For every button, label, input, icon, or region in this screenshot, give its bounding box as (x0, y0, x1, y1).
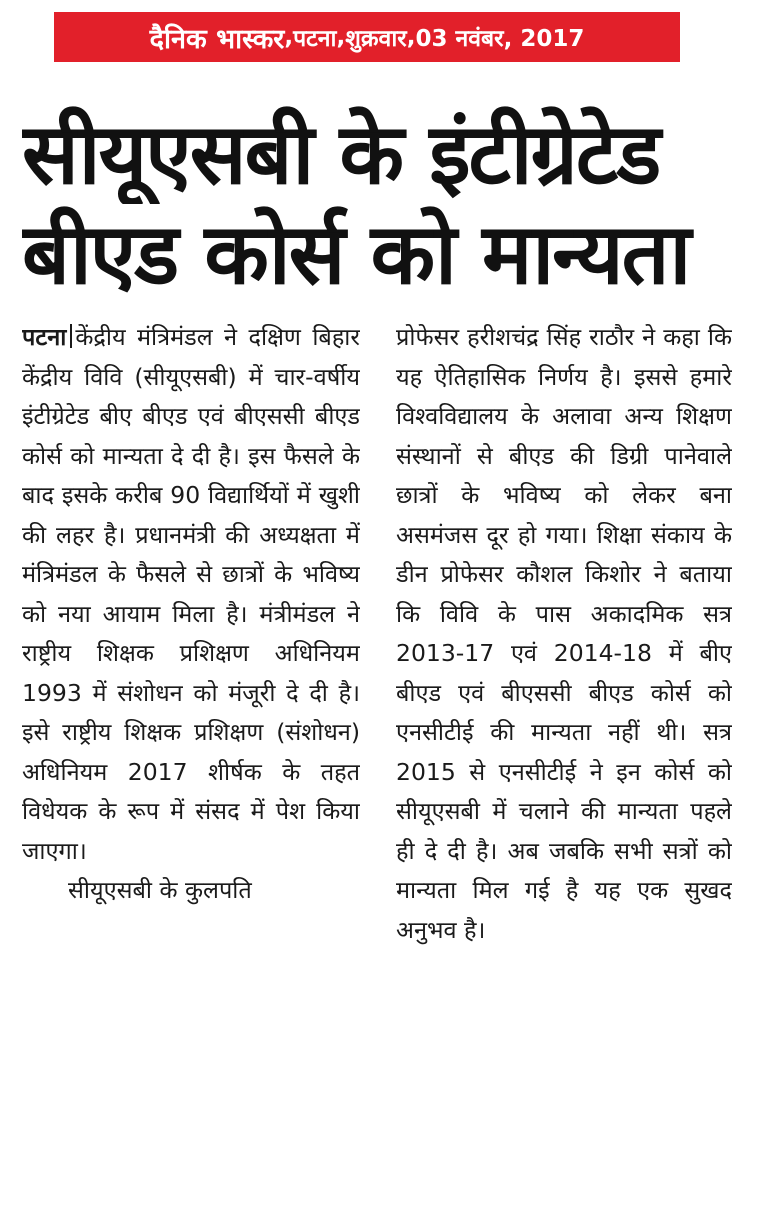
masthead-separator: , (406, 24, 416, 50)
article-paragraph (22, 871, 360, 911)
masthead-separator: , (284, 24, 294, 50)
article-column-left (22, 318, 360, 1208)
article-paragraph (22, 318, 360, 871)
publication-day: शुक्रवार (345, 26, 407, 52)
paragraph-2-continued: प्रोफेसर हरीशचंद्र सिंह राठौर ने कहा कि यह ऐतिहासिक निर्णय है। इससे हमारे विश्वविद्यालय के अलावा अन्य शिक्षण संस्थानों से बीएड की डिग्री पानेवाले छात्रों के भविष्य को लेकर बना असमंजस दूर हो गया। शिक्षा संकाय के डीन प्रोफेसर कौशल किशोर ने बताया कि विवि के पास अकादमिक सत्र 2013-17 एवं 2014-18 में बीए बीएड एवं बीएससी बीएड कोर्स को एनसीटीई की मान्यता नहीं थी। सत्र 2015 से एनसीटीई ने इन कोर्स को सीयूएसबी में चलाने की मान्यता पहले ही दे दी है। अब जबकि सभी सत्रों को मान्यता मिल गई है यह एक सुखद अनुभव है। (396, 323, 732, 944)
edition-city: पटना (293, 26, 337, 52)
newspaper-masthead (54, 12, 680, 62)
article-paragraph (396, 318, 732, 950)
paragraph-2-start: सीयूएसबी के कुलपति (68, 876, 252, 904)
article-headline (22, 104, 748, 304)
dateline-divider (70, 324, 72, 348)
newspaper-name: दैनिक भास्कर (149, 23, 285, 55)
masthead-separator: , (336, 24, 346, 50)
dateline: पटना (22, 323, 67, 351)
headline-line-1: सीयूएसबी के इंटीग्रेटेड (22, 105, 660, 203)
headline-line-2: बीएड कोर्स को मान्यता (22, 205, 690, 303)
publication-date: 03 नवंबर, 2017 (415, 26, 585, 52)
paragraph-1-text: केंद्रीय मंत्रिमंडल ने दक्षिण बिहार केंद्रीय विवि (सीयूएसबी) में चार-वर्षीय इंटीग्रेटेड बीए बीएड एवं बीएससी बीएड कोर्स को मान्यता दे दी है। इस फैसले के बाद इसके करीब 90 विद्यार्थियों में खुशी की लहर है। प्रधानमंत्री की अध्यक्षता में मंत्रिमंडल के फैसले से छात्रों के भविष्य को नया आयाम मिला है। मंत्रीमंडल ने राष्ट्रीय शिक्षक प्रशिक्षण अधिनियम 1993 में संशोधन को मंजूरी दे दी है। इसे राष्ट्रीय शिक्षक प्रशिक्षण (संशोधन) अधिनियम 2017 शीर्षक के तहत विधेयक के रूप में संसद में पेश किया जाएगा। (22, 323, 360, 865)
article-column-right (396, 318, 732, 1208)
